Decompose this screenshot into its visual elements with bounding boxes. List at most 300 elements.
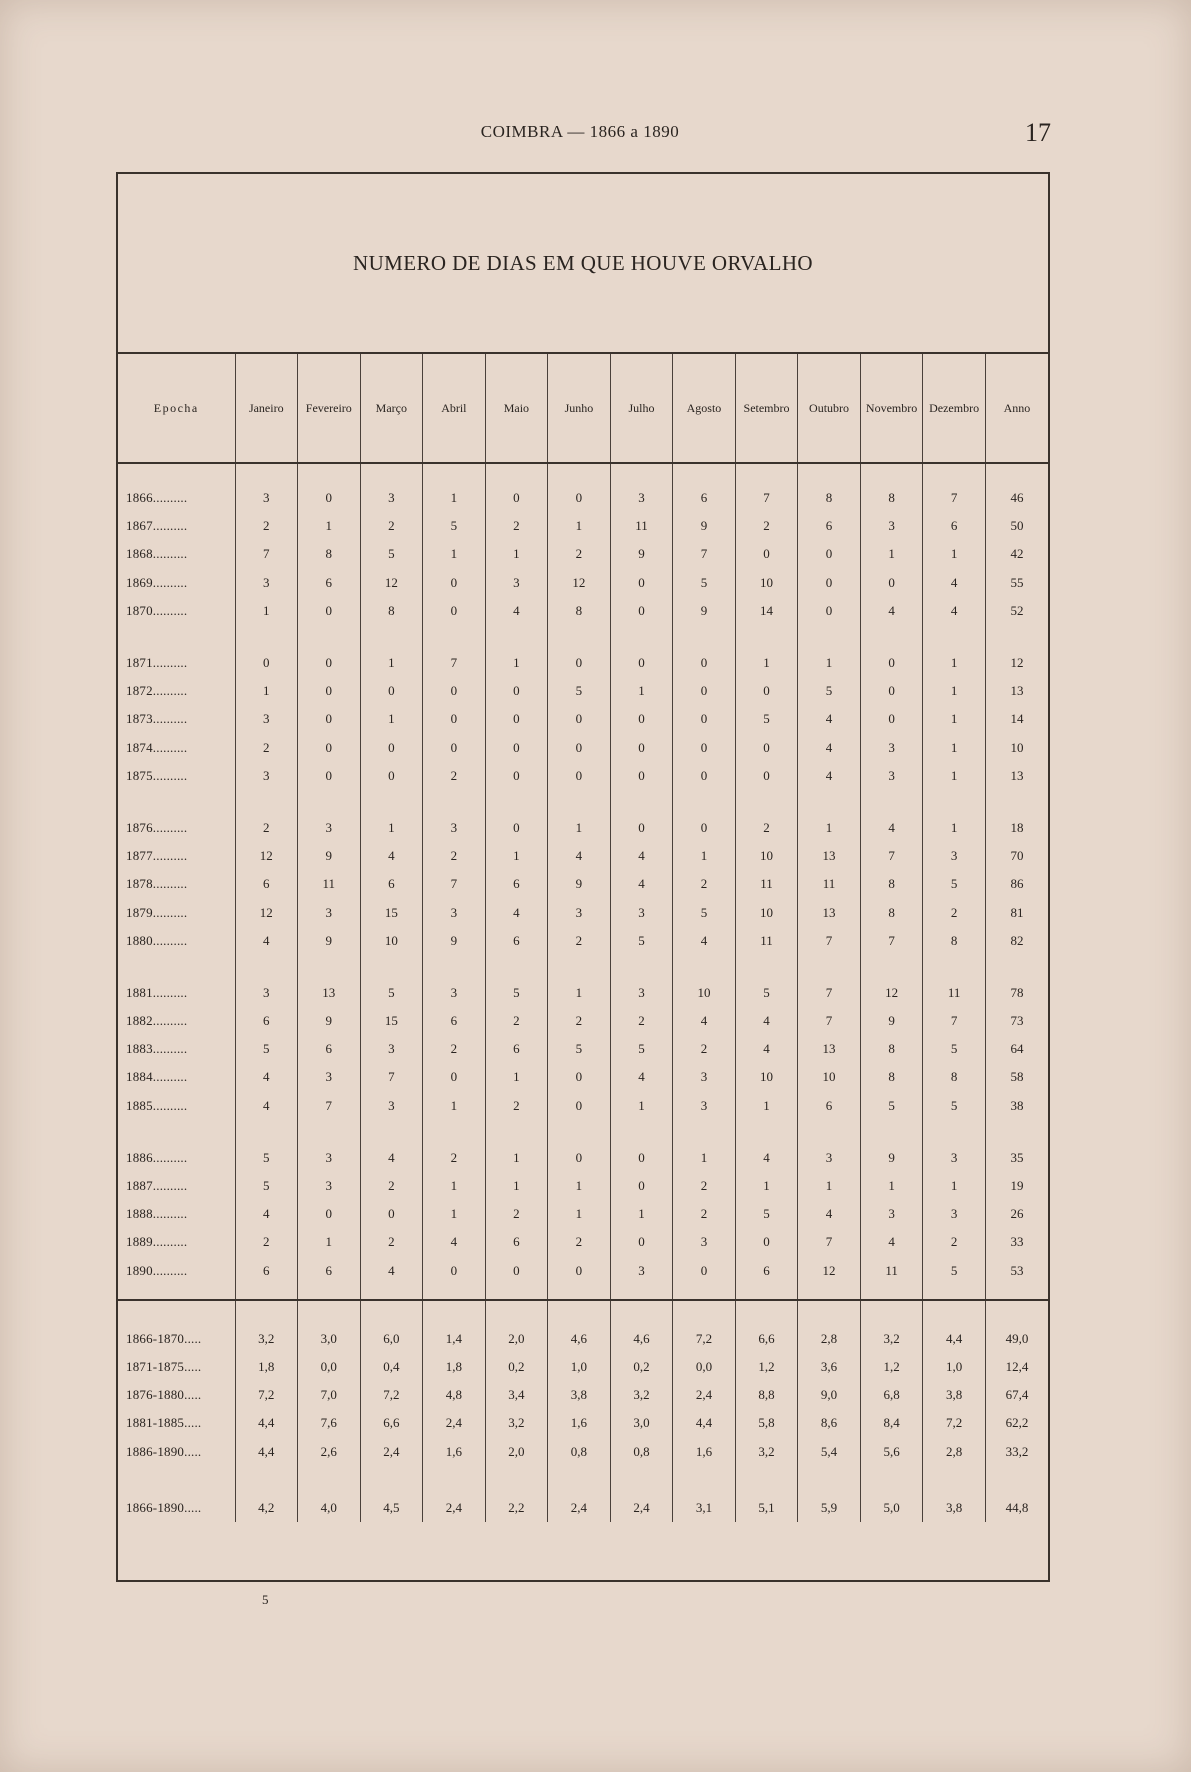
- value-cell: 2: [735, 512, 798, 540]
- value-cell: 12: [360, 569, 423, 597]
- value-cell: 1: [548, 512, 611, 540]
- signature-mark: 5: [262, 1592, 269, 1607]
- mean-row: [118, 1409, 1048, 1437]
- value-cell: 82: [985, 927, 1048, 955]
- value-cell: 1: [423, 1172, 486, 1200]
- value-cell: 4: [485, 597, 548, 625]
- value-cell: 1,0: [923, 1353, 986, 1381]
- value-cell: 0: [610, 762, 673, 790]
- spacer-cell: [118, 1466, 235, 1494]
- value-cell: 3,4: [485, 1381, 548, 1409]
- value-cell: 2: [548, 540, 611, 568]
- value-cell: 5: [548, 1035, 611, 1063]
- value-cell: 1,6: [548, 1409, 611, 1437]
- year-row: [118, 1092, 1048, 1120]
- value-cell: 9: [298, 927, 361, 955]
- epoch-label: 1871-1875.....: [126, 1358, 202, 1374]
- value-cell: 1: [485, 649, 548, 677]
- value-cell: 5: [610, 1035, 673, 1063]
- epoch-label: 1885..........: [126, 1097, 188, 1113]
- value-cell: 4: [798, 1200, 861, 1228]
- value-cell: 4,8: [423, 1381, 486, 1409]
- value-cell: 18: [985, 814, 1048, 842]
- value-cell: 1: [923, 1172, 986, 1200]
- value-cell: 3: [423, 898, 486, 926]
- value-cell: 58: [985, 1063, 1048, 1091]
- value-cell: 11: [735, 927, 798, 955]
- year-row: [118, 1172, 1048, 1200]
- value-cell: 0: [485, 677, 548, 705]
- value-cell: 4: [235, 1092, 298, 1120]
- value-cell: 7: [798, 1228, 861, 1256]
- value-cell: 0: [610, 1172, 673, 1200]
- value-cell: 0: [298, 649, 361, 677]
- spacer-row: [118, 955, 1048, 979]
- value-cell: 1: [610, 1200, 673, 1228]
- spacer-cell: [985, 1120, 1048, 1144]
- value-cell: 0: [673, 762, 736, 790]
- value-cell: 1: [423, 484, 486, 512]
- year-row: [118, 814, 1048, 842]
- spacer-cell: [118, 1300, 235, 1325]
- value-cell: 33,2: [985, 1437, 1048, 1465]
- value-cell: 15: [360, 898, 423, 926]
- value-cell: 73: [985, 1007, 1048, 1035]
- value-cell: 4: [860, 814, 923, 842]
- value-cell: 7,2: [923, 1409, 986, 1437]
- spacer-cell: [860, 790, 923, 814]
- value-cell: 0: [548, 1144, 611, 1172]
- spacer-cell: [860, 625, 923, 649]
- value-cell: 4: [923, 569, 986, 597]
- value-cell: 5: [860, 1092, 923, 1120]
- spacer-cell: [610, 463, 673, 484]
- value-cell: 78: [985, 979, 1048, 1007]
- spacer-cell: [235, 790, 298, 814]
- value-cell: 64: [985, 1035, 1048, 1063]
- value-cell: 0: [673, 649, 736, 677]
- value-cell: 10: [735, 898, 798, 926]
- value-cell: 8: [860, 870, 923, 898]
- value-cell: 26: [985, 1200, 1048, 1228]
- spacer-cell: [298, 1300, 361, 1325]
- value-cell: 8: [860, 1035, 923, 1063]
- value-cell: 5: [360, 540, 423, 568]
- spacer-cell: [360, 1285, 423, 1300]
- value-cell: 70: [985, 842, 1048, 870]
- year-row: [118, 1228, 1048, 1256]
- value-cell: 86: [985, 870, 1048, 898]
- value-cell: 3: [360, 1035, 423, 1063]
- value-cell: 2: [235, 814, 298, 842]
- spacer-cell: [735, 790, 798, 814]
- value-cell: 1: [735, 1092, 798, 1120]
- epoch-label: 1881..........: [126, 984, 188, 1000]
- value-cell: 7,2: [235, 1381, 298, 1409]
- year-row: [118, 540, 1048, 568]
- value-cell: 1: [923, 762, 986, 790]
- value-cell: 1: [485, 842, 548, 870]
- value-cell: 10: [735, 1063, 798, 1091]
- value-cell: 6: [235, 1007, 298, 1035]
- spacer-cell: [673, 1466, 736, 1494]
- spacer-cell: [298, 790, 361, 814]
- value-cell: 12: [548, 569, 611, 597]
- value-cell: 1: [360, 705, 423, 733]
- table-body: [118, 463, 1048, 1522]
- value-cell: 4: [735, 1144, 798, 1172]
- column-header: Abril: [423, 354, 486, 463]
- value-cell: 3: [235, 569, 298, 597]
- value-cell: 5: [923, 1092, 986, 1120]
- value-cell: 8: [923, 927, 986, 955]
- spacer-cell: [985, 790, 1048, 814]
- value-cell: 3,0: [610, 1409, 673, 1437]
- spacer-cell: [735, 1466, 798, 1494]
- value-cell: 7: [860, 842, 923, 870]
- year-row: [118, 1144, 1048, 1172]
- spacer-cell: [485, 1285, 548, 1300]
- spacer-cell: [735, 955, 798, 979]
- value-cell: 3: [360, 1092, 423, 1120]
- value-cell: 0: [298, 762, 361, 790]
- column-header: Outubro: [798, 354, 861, 463]
- spacer-cell: [485, 1300, 548, 1325]
- value-cell: 6: [485, 870, 548, 898]
- value-cell: 4: [548, 842, 611, 870]
- value-cell: 4: [610, 870, 673, 898]
- value-cell: 2,0: [485, 1325, 548, 1353]
- value-cell: 7: [860, 927, 923, 955]
- value-cell: 4: [860, 1228, 923, 1256]
- value-cell: 1: [548, 979, 611, 1007]
- value-cell: 3: [673, 1228, 736, 1256]
- value-cell: 0: [423, 705, 486, 733]
- spacer-cell: [673, 1300, 736, 1325]
- dew-days-table: [118, 354, 1048, 1522]
- spacer-cell: [235, 1466, 298, 1494]
- value-cell: 1: [485, 1172, 548, 1200]
- value-cell: 2: [548, 1228, 611, 1256]
- value-cell: 7,2: [360, 1381, 423, 1409]
- mean-row: [118, 1381, 1048, 1409]
- year-row: [118, 705, 1048, 733]
- value-cell: 3,0: [298, 1325, 361, 1353]
- value-cell: 0: [298, 1200, 361, 1228]
- value-cell: 5: [485, 979, 548, 1007]
- spacer-cell: [798, 790, 861, 814]
- value-cell: 35: [985, 1144, 1048, 1172]
- value-cell: 5: [798, 677, 861, 705]
- value-cell: 3: [610, 484, 673, 512]
- spacer-cell: [798, 1300, 861, 1325]
- spacer-cell: [798, 463, 861, 484]
- value-cell: 19: [985, 1172, 1048, 1200]
- value-cell: 4,2: [235, 1494, 298, 1522]
- value-cell: 11: [298, 870, 361, 898]
- value-cell: 11: [860, 1257, 923, 1285]
- spacer-cell: [118, 790, 235, 814]
- spacer-cell: [423, 1120, 486, 1144]
- spacer-cell: [860, 1285, 923, 1300]
- value-cell: 13: [798, 842, 861, 870]
- epoch-label: 1880..........: [126, 932, 188, 948]
- value-cell: 2: [610, 1007, 673, 1035]
- value-cell: 52: [985, 597, 1048, 625]
- value-cell: 8: [860, 898, 923, 926]
- value-cell: 1: [798, 814, 861, 842]
- value-cell: 1: [235, 597, 298, 625]
- value-cell: 2: [235, 512, 298, 540]
- column-header: Junho: [548, 354, 611, 463]
- value-cell: 3: [235, 705, 298, 733]
- epoch-label: 1879..........: [126, 904, 188, 920]
- year-row: [118, 979, 1048, 1007]
- mean-row: [118, 1437, 1048, 1465]
- spacer-cell: [235, 1285, 298, 1300]
- spacer-cell: [673, 1120, 736, 1144]
- spacer-cell: [798, 1120, 861, 1144]
- value-cell: 2,8: [798, 1325, 861, 1353]
- value-cell: 0: [298, 484, 361, 512]
- value-cell: 0: [298, 705, 361, 733]
- value-cell: 0: [860, 649, 923, 677]
- value-cell: 3,2: [235, 1325, 298, 1353]
- epoch-label: 1868..........: [126, 546, 188, 562]
- column-header: Janeiro: [235, 354, 298, 463]
- spacer-cell: [360, 463, 423, 484]
- epoch-label: 1866..........: [126, 490, 188, 506]
- column-header: Julho: [610, 354, 673, 463]
- value-cell: 0: [360, 1200, 423, 1228]
- value-cell: 0: [423, 734, 486, 762]
- value-cell: 8: [548, 597, 611, 625]
- value-cell: 1,8: [235, 1353, 298, 1381]
- value-cell: 3: [298, 1063, 361, 1091]
- spacer-cell: [548, 463, 611, 484]
- value-cell: 11: [735, 870, 798, 898]
- value-cell: 7: [673, 540, 736, 568]
- value-cell: 4,4: [235, 1437, 298, 1465]
- value-cell: 3: [923, 842, 986, 870]
- epoch-label: 1870..........: [126, 602, 188, 618]
- column-header: Anno: [985, 354, 1048, 463]
- value-cell: 0: [423, 597, 486, 625]
- value-cell: 4: [923, 597, 986, 625]
- spacer-cell: [360, 1120, 423, 1144]
- spacer-cell: [610, 625, 673, 649]
- value-cell: 15: [360, 1007, 423, 1035]
- spacer-cell: [923, 1300, 986, 1325]
- value-cell: 0,2: [610, 1353, 673, 1381]
- year-row: [118, 1035, 1048, 1063]
- spacer-row: [118, 463, 1048, 484]
- column-header: Setembro: [735, 354, 798, 463]
- value-cell: 0: [298, 734, 361, 762]
- value-cell: 1,6: [673, 1437, 736, 1465]
- value-cell: 1: [360, 814, 423, 842]
- value-cell: 6: [298, 1035, 361, 1063]
- value-cell: 0: [798, 597, 861, 625]
- value-cell: 0: [673, 814, 736, 842]
- value-cell: 2: [485, 512, 548, 540]
- value-cell: 7: [423, 870, 486, 898]
- value-cell: 8: [360, 597, 423, 625]
- value-cell: 9: [860, 1144, 923, 1172]
- spacer-cell: [235, 625, 298, 649]
- value-cell: 2: [673, 1200, 736, 1228]
- value-cell: 5: [923, 870, 986, 898]
- year-row: [118, 1007, 1048, 1035]
- value-cell: 5: [735, 979, 798, 1007]
- column-header: Novembro: [860, 354, 923, 463]
- value-cell: 1: [423, 1092, 486, 1120]
- spacer-cell: [235, 1120, 298, 1144]
- value-cell: 3: [610, 898, 673, 926]
- spacer-cell: [673, 955, 736, 979]
- spacer-cell: [985, 625, 1048, 649]
- value-cell: 4: [798, 705, 861, 733]
- spacer-cell: [298, 1120, 361, 1144]
- value-cell: 2: [485, 1092, 548, 1120]
- value-cell: 4: [423, 1228, 486, 1256]
- value-cell: 1: [673, 1144, 736, 1172]
- value-cell: 13: [798, 898, 861, 926]
- value-cell: 0: [735, 734, 798, 762]
- value-cell: 14: [985, 705, 1048, 733]
- epoch-label: 1869..........: [126, 574, 188, 590]
- value-cell: 4: [360, 1257, 423, 1285]
- epoch-label: 1866-1870.....: [126, 1330, 202, 1346]
- value-cell: 2: [548, 1007, 611, 1035]
- value-cell: 10: [673, 979, 736, 1007]
- value-cell: 6,8: [860, 1381, 923, 1409]
- spacer-cell: [485, 625, 548, 649]
- value-cell: 3,6: [798, 1353, 861, 1381]
- value-cell: 0: [610, 597, 673, 625]
- value-cell: 8: [860, 484, 923, 512]
- column-header: Dezembro: [923, 354, 986, 463]
- value-cell: 1,2: [735, 1353, 798, 1381]
- value-cell: 3: [298, 1172, 361, 1200]
- value-cell: 7: [423, 649, 486, 677]
- spacer-cell: [985, 463, 1048, 484]
- spacer-cell: [118, 1285, 235, 1300]
- value-cell: 0: [610, 1228, 673, 1256]
- spacer-cell: [423, 1285, 486, 1300]
- value-cell: 67,4: [985, 1381, 1048, 1409]
- value-cell: 13: [985, 762, 1048, 790]
- spacer-cell: [423, 625, 486, 649]
- value-cell: 62,2: [985, 1409, 1048, 1437]
- year-row: [118, 1063, 1048, 1091]
- value-cell: 13: [298, 979, 361, 1007]
- value-cell: 0,0: [298, 1353, 361, 1381]
- epoch-label: 1876-1880.....: [126, 1387, 202, 1403]
- spacer-cell: [423, 1300, 486, 1325]
- spacer-cell: [298, 625, 361, 649]
- value-cell: 9: [860, 1007, 923, 1035]
- spacer-cell: [423, 955, 486, 979]
- running-head: [0, 118, 1191, 148]
- value-cell: 0: [235, 649, 298, 677]
- value-cell: 6: [798, 512, 861, 540]
- spacer-cell: [360, 955, 423, 979]
- value-cell: 3: [860, 1200, 923, 1228]
- spacer-cell: [673, 1285, 736, 1300]
- value-cell: 0: [298, 597, 361, 625]
- value-cell: 2: [423, 1144, 486, 1172]
- value-cell: 3: [235, 762, 298, 790]
- value-cell: 0: [548, 762, 611, 790]
- value-cell: 3: [235, 979, 298, 1007]
- value-cell: 0,0: [673, 1353, 736, 1381]
- spacer-cell: [610, 955, 673, 979]
- spacer-cell: [673, 463, 736, 484]
- epoch-label: 1871..........: [126, 655, 188, 671]
- value-cell: 5,1: [735, 1494, 798, 1522]
- value-cell: 6: [298, 569, 361, 597]
- value-cell: 2,0: [485, 1437, 548, 1465]
- spacer-cell: [923, 625, 986, 649]
- value-cell: 3: [610, 1257, 673, 1285]
- spacer-cell: [235, 955, 298, 979]
- year-row: [118, 1257, 1048, 1285]
- value-cell: 4: [235, 927, 298, 955]
- value-cell: 6: [485, 927, 548, 955]
- value-cell: 4: [673, 927, 736, 955]
- value-cell: 8: [923, 1063, 986, 1091]
- value-cell: 7: [235, 540, 298, 568]
- value-cell: 5: [673, 569, 736, 597]
- value-cell: 0: [673, 1257, 736, 1285]
- value-cell: 0: [610, 705, 673, 733]
- value-cell: 46: [985, 484, 1048, 512]
- value-cell: 7: [798, 1007, 861, 1035]
- epoch-label: 1876..........: [126, 819, 188, 835]
- value-cell: 2,4: [610, 1494, 673, 1522]
- value-cell: 2: [673, 1035, 736, 1063]
- spacer-cell: [423, 790, 486, 814]
- value-cell: 12: [860, 979, 923, 1007]
- spacer-cell: [860, 1300, 923, 1325]
- value-cell: 0: [360, 677, 423, 705]
- value-cell: 6,6: [360, 1409, 423, 1437]
- value-cell: 3: [548, 898, 611, 926]
- value-cell: 0: [735, 762, 798, 790]
- spacer-cell: [298, 1285, 361, 1300]
- value-cell: 7,2: [673, 1325, 736, 1353]
- value-cell: 1: [798, 649, 861, 677]
- value-cell: 1: [360, 649, 423, 677]
- value-cell: 5,6: [860, 1437, 923, 1465]
- value-cell: 5,4: [798, 1437, 861, 1465]
- spacer-cell: [360, 625, 423, 649]
- value-cell: 1,6: [423, 1437, 486, 1465]
- spacer-cell: [235, 463, 298, 484]
- value-cell: 12: [798, 1257, 861, 1285]
- value-cell: 0: [485, 734, 548, 762]
- value-cell: 2: [235, 734, 298, 762]
- header-row: [118, 354, 1048, 463]
- value-cell: 1,2: [860, 1353, 923, 1381]
- value-cell: 4,0: [298, 1494, 361, 1522]
- value-cell: 7: [298, 1092, 361, 1120]
- spacer-cell: [923, 463, 986, 484]
- spacer-cell: [118, 625, 235, 649]
- value-cell: 3,2: [610, 1381, 673, 1409]
- epoch-label: 1886..........: [126, 1149, 188, 1165]
